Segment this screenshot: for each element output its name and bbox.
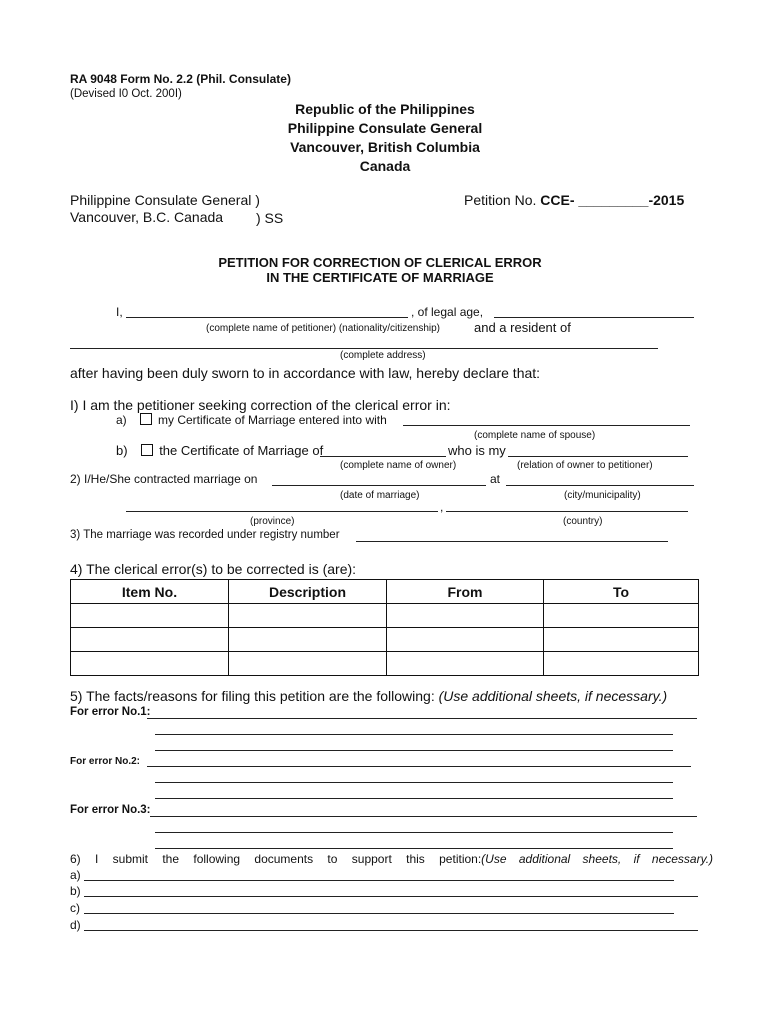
error-3-line[interactable]: [155, 832, 673, 833]
error-1-line[interactable]: [147, 718, 697, 719]
header-country: Canada: [359, 158, 411, 174]
address-hint: (complete address): [340, 350, 426, 361]
petitioner-i-label: I,: [116, 305, 123, 319]
error-1-line[interactable]: [155, 750, 673, 751]
province-country-comma: ,: [440, 500, 444, 514]
option-a-checkbox[interactable]: [140, 413, 152, 425]
document-c-label: c): [70, 901, 80, 915]
error-1-line[interactable]: [155, 734, 673, 735]
who-is-my-label: who is my: [448, 443, 506, 458]
column-description: Description: [229, 580, 387, 604]
table-header-row: [71, 580, 699, 604]
table-cell[interactable]: [71, 652, 229, 676]
petition-title-line-1: PETITION FOR CORRECTION OF CLERICAL ERROR: [218, 255, 542, 270]
petition-number: [464, 192, 684, 208]
error-3-line[interactable]: [150, 816, 697, 817]
country-hint: (country): [563, 516, 603, 527]
section-5-heading-note: (Use additional sheets, if necessary.): [438, 688, 668, 704]
date-hint: (date of marriage): [340, 490, 420, 501]
column-to: To: [544, 580, 699, 604]
name-citizenship-hint: (complete name of petitioner) (nationality/citizenship): [206, 323, 440, 334]
petition-number-label: Petition No.: [464, 192, 537, 208]
table-cell[interactable]: [387, 604, 544, 628]
owner-name-hint: (complete name of owner): [340, 460, 457, 471]
table-row: [71, 604, 699, 628]
document-c-line[interactable]: [84, 913, 674, 914]
province-field[interactable]: [126, 511, 438, 512]
error-2-label: For error No.2:: [70, 756, 141, 767]
at-label: at: [490, 472, 501, 486]
petition-title-line-2: IN THE CERTIFICATE OF MARRIAGE: [266, 270, 494, 285]
clerical-errors-table: [70, 579, 699, 676]
table-cell[interactable]: [544, 604, 699, 628]
error-3-label: For error No.3:: [70, 804, 151, 816]
table-cell[interactable]: [544, 652, 699, 676]
error-3-line[interactable]: [155, 848, 673, 849]
venue-line-2: Vancouver, B.C. Canada: [70, 209, 224, 225]
document-a-line[interactable]: [84, 880, 674, 881]
table-row: [71, 628, 699, 652]
venue-line-1: Philippine Consulate General ): [70, 192, 260, 208]
table-cell[interactable]: [544, 628, 699, 652]
header-consulate: Philippine Consulate General: [287, 120, 483, 136]
address-field[interactable]: [70, 348, 658, 349]
form-number: RA 9048 Form No. 2.2 (Phil. Consulate): [70, 72, 291, 86]
table-cell[interactable]: [387, 652, 544, 676]
document-a-label: a): [70, 868, 81, 882]
option-a: [116, 413, 387, 427]
section-3-text: 3) The marriage was recorded under registry number: [70, 529, 340, 541]
marriage-city-field[interactable]: [506, 485, 694, 486]
column-item-no: Item No.: [71, 580, 229, 604]
table-cell[interactable]: [71, 604, 229, 628]
section-5-heading-text: 5) The facts/reasons for filing this petition are the following:: [70, 688, 435, 704]
section-6-text-plain: 6) I submit the following documents to support this petition:: [70, 852, 482, 866]
revision-date: (Devised I0 Oct. 200I): [70, 88, 182, 100]
table-cell[interactable]: [387, 628, 544, 652]
marriage-date-field[interactable]: [272, 485, 486, 486]
section-1-heading: I) I am the petitioner seeking correction of the clerical error in:: [70, 397, 451, 413]
registry-number-field[interactable]: [356, 541, 668, 542]
petition-number-value: CCE- _________-2015: [540, 192, 685, 208]
relation-field[interactable]: [508, 456, 688, 457]
relation-hint: (relation of owner to petitioner): [517, 460, 653, 471]
column-from: From: [387, 580, 544, 604]
resident-label: and a resident of: [474, 320, 571, 335]
spouse-name-hint: (complete name of spouse): [474, 430, 596, 441]
option-b-text: the Certificate of Marriage of: [159, 443, 324, 458]
error-2-line[interactable]: [147, 766, 691, 767]
city-hint: (city/municipality): [564, 490, 641, 501]
country-field[interactable]: [446, 511, 688, 512]
spouse-name-field[interactable]: [403, 425, 690, 426]
section-5-heading: [70, 688, 667, 704]
error-2-line[interactable]: [155, 798, 673, 799]
province-hint: (province): [250, 516, 295, 527]
option-b-label: b): [116, 443, 128, 458]
error-2-line[interactable]: [155, 782, 673, 783]
option-a-text: my Certificate of Marriage entered into with: [158, 413, 387, 427]
table-cell[interactable]: [229, 604, 387, 628]
section-4-heading: 4) The clerical error(s) to be corrected is (are):: [70, 561, 357, 577]
error-1-label: For error No.1:: [70, 706, 151, 718]
venue-ss: ) SS: [256, 210, 284, 226]
sworn-statement: after having been duly sworn to in accordance with law, hereby declare that:: [70, 365, 541, 381]
option-b: [116, 443, 323, 458]
document-b-line[interactable]: [84, 896, 698, 897]
document-d-label: d): [70, 918, 81, 932]
document-b-label: b): [70, 884, 81, 898]
option-b-checkbox[interactable]: [141, 444, 153, 456]
owner-name-field[interactable]: [320, 456, 446, 457]
legal-age-label: , of legal age,: [411, 305, 484, 319]
table-row: [71, 652, 699, 676]
table-cell[interactable]: [229, 652, 387, 676]
option-a-label: a): [116, 413, 127, 427]
table-cell[interactable]: [229, 628, 387, 652]
petitioner-name-field[interactable]: [126, 317, 408, 318]
section-2-text: 2) I/He/She contracted marriage on: [70, 472, 258, 486]
header-city: Vancouver, British Columbia: [290, 139, 480, 155]
citizenship-field[interactable]: [494, 317, 694, 318]
document-d-line[interactable]: [84, 930, 698, 931]
section-6-text-note: (Use additional sheets, if necessary.): [481, 852, 714, 866]
section-6-text: [70, 852, 714, 866]
header-republic: Republic of the Philippines: [295, 101, 475, 117]
table-cell[interactable]: [71, 628, 229, 652]
